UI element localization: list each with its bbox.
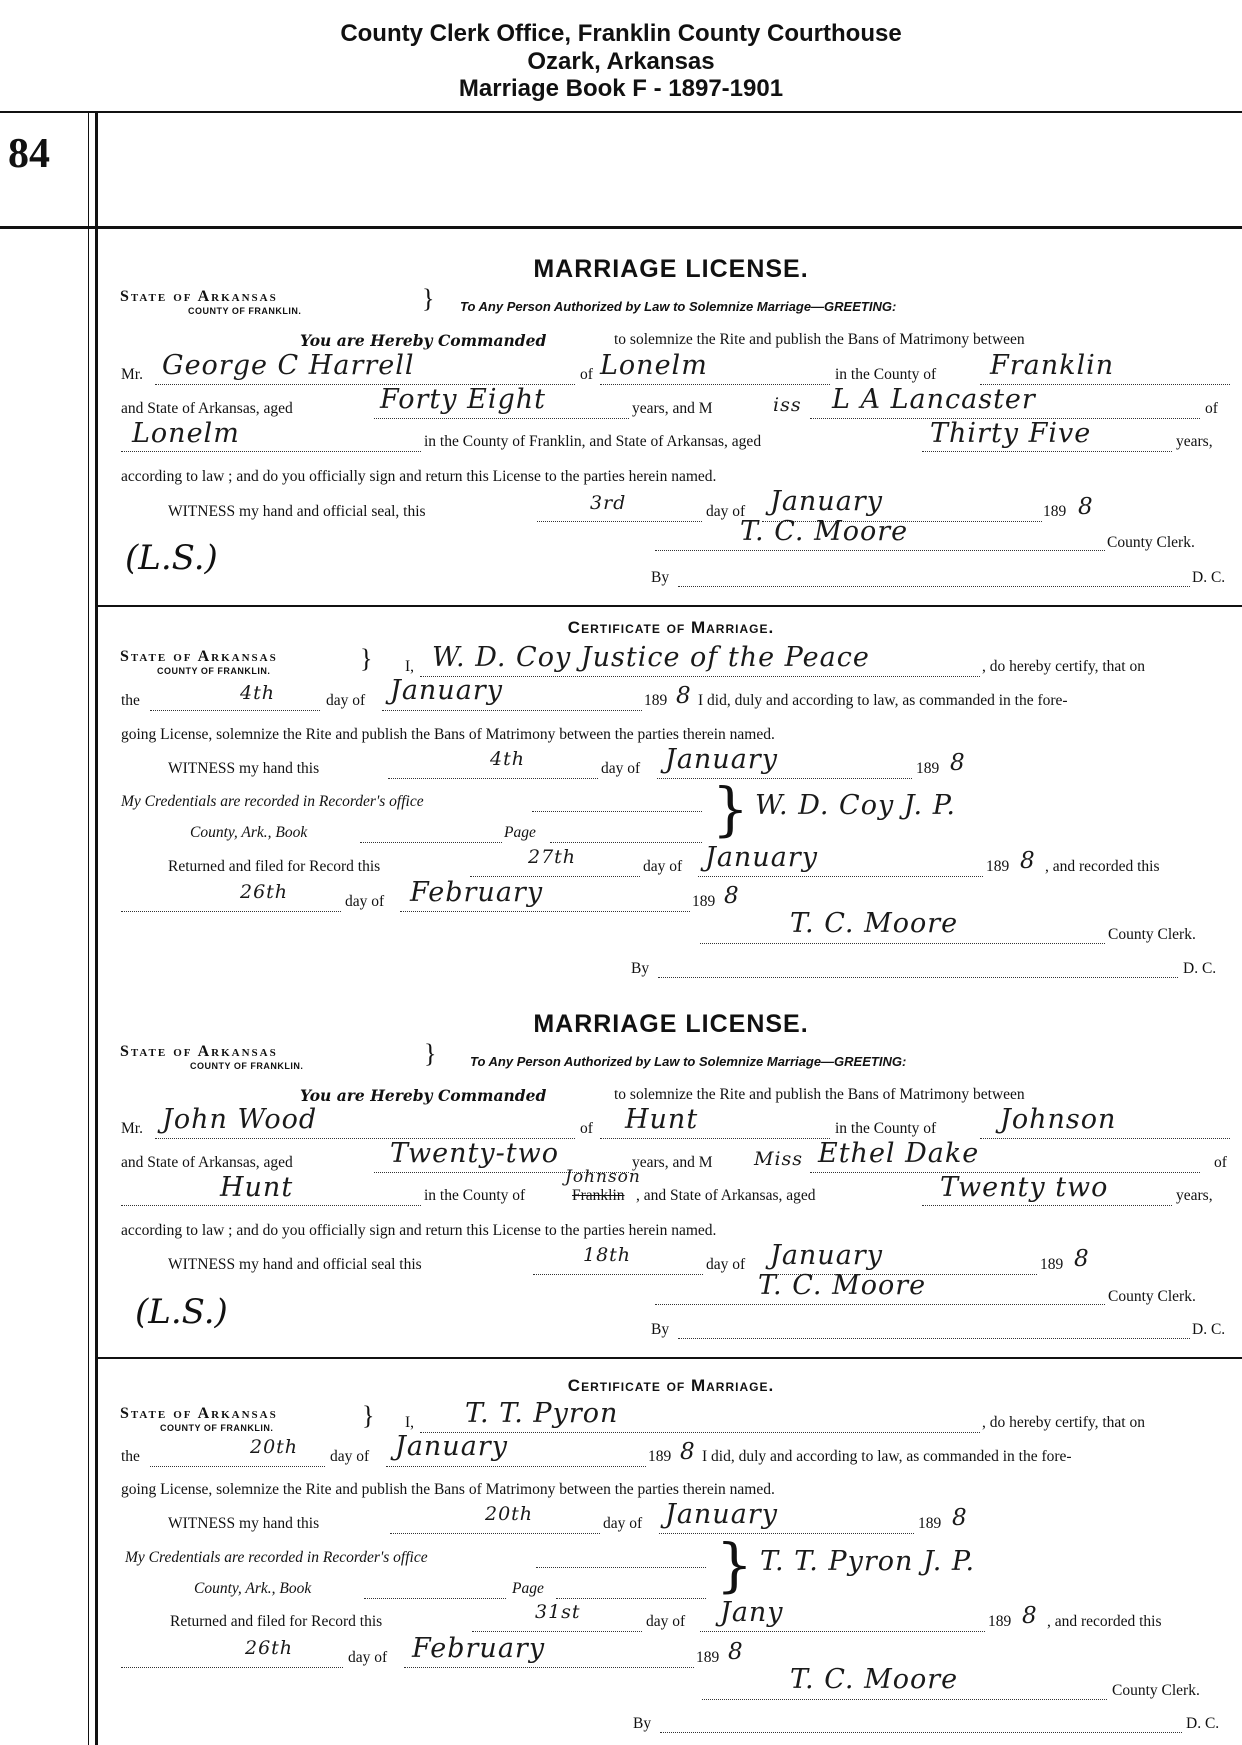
recorded-month: February	[410, 877, 544, 908]
going-text: going License, solemnize the Rite and publish the Bans of Matrimony between the parties therein named.	[121, 726, 775, 743]
rule	[533, 1274, 703, 1275]
rule	[121, 911, 341, 912]
bride-town: Hunt	[220, 1172, 294, 1203]
by-label: By	[651, 569, 670, 586]
commanded-rest: to solemnize the Rite and publish the Bans of Matrimony between	[614, 331, 1025, 348]
witness-year-digit: 8	[950, 750, 966, 776]
state-label: State of Arkansas	[120, 1043, 278, 1060]
rule	[121, 1205, 421, 1206]
marriage-year-digit: 8	[676, 683, 692, 709]
year-prefix: 189	[1043, 503, 1067, 520]
county-correction: Johnson	[565, 1167, 641, 1187]
did-duly-text: I did, duly and according to law, as commanded in the fore-	[698, 692, 1068, 709]
recorded-year-digit: 8	[728, 1639, 744, 1665]
county-of-label: in the County of	[835, 366, 937, 383]
issue-day: 18th	[583, 1244, 632, 1266]
marriage-month: January	[390, 675, 503, 706]
i-label: I,	[405, 658, 415, 675]
rule	[678, 1338, 1190, 1339]
rule	[660, 1732, 1182, 1733]
day-of-label: day of	[603, 1515, 643, 1532]
returned-day: 27th	[528, 846, 577, 868]
credentials-label: My Credentials are recorded in Recorder's office	[121, 793, 424, 810]
rule	[657, 778, 912, 779]
rule	[550, 842, 702, 843]
clerk-signature: T. C. Moore	[740, 516, 909, 547]
page-number: 84	[8, 131, 50, 177]
marriage-year-digit: 8	[680, 1439, 696, 1465]
day-of-label: day of	[646, 1613, 686, 1630]
returned-year-digit: 8	[1020, 848, 1036, 874]
commanded-phrase: You are Hereby Commanded	[300, 1086, 547, 1105]
rule	[655, 550, 1105, 551]
state-aged-label: and State of Arkansas, aged	[121, 400, 293, 417]
brace: }	[362, 1401, 375, 1430]
brace: }	[712, 775, 749, 843]
groom-age: Twenty-two	[390, 1138, 559, 1169]
rule	[150, 1466, 325, 1467]
recorded-month: February	[412, 1633, 546, 1664]
years-and-label: years, and M	[632, 400, 713, 417]
year-prefix: 189	[696, 1649, 720, 1666]
rule	[386, 1466, 646, 1467]
rule	[658, 977, 1178, 978]
county-of-label: in the County of	[835, 1120, 937, 1137]
bride-name: Ethel Dake	[818, 1138, 980, 1169]
state-aged-label: and State of Arkansas, aged	[121, 1154, 293, 1171]
rule	[404, 1667, 694, 1668]
day-of-label: day of	[601, 760, 641, 777]
by-label: By	[651, 1321, 670, 1338]
county-clerk-label: County Clerk.	[1108, 926, 1196, 943]
bride-prefix: Miss	[754, 1148, 804, 1170]
clerk-signature: T. C. Moore	[758, 1270, 927, 1301]
years-and-label: years, and M	[632, 1154, 713, 1171]
brace: }	[360, 644, 373, 673]
rule	[556, 1598, 706, 1599]
county-struck: Franklin	[572, 1187, 625, 1204]
according-text: according to law ; and do you officially sign and return this License to the parties herein named.	[121, 468, 717, 485]
groom-name: George C Harrell	[162, 350, 415, 381]
bride-prefix: iss	[773, 394, 802, 416]
year-prefix: 189	[644, 692, 668, 709]
rule	[678, 586, 1190, 587]
county-clerk-label: County Clerk.	[1108, 1288, 1196, 1305]
groom-county: Johnson	[1000, 1104, 1117, 1135]
day-of-label: day of	[348, 1649, 388, 1666]
by-label: By	[633, 1715, 652, 1732]
margin-rule-thin	[88, 111, 89, 1745]
issue-year-digit: 8	[1074, 1246, 1090, 1272]
returned-month: Jany	[720, 1597, 784, 1628]
dc-label: D. C.	[1192, 1321, 1226, 1338]
rule	[600, 1138, 830, 1139]
county-label: COUNTY OF FRANKLIN.	[157, 666, 271, 676]
rule	[472, 1631, 642, 1632]
state-label: State of Arkansas	[120, 648, 278, 665]
do-certify-label: , do hereby certify, that on	[982, 1414, 1145, 1431]
license-title: MARRIAGE LICENSE.	[533, 1010, 809, 1038]
witness-label: WITNESS my hand and official seal this	[168, 1256, 422, 1273]
marriage-month: January	[395, 1431, 508, 1462]
rule	[702, 1699, 1107, 1700]
section-divider	[98, 1357, 1242, 1359]
state-aged-label: , and State of Arkansas, aged	[636, 1187, 816, 1204]
year-prefix: 189	[648, 1448, 672, 1465]
rule	[922, 1205, 1172, 1206]
brace: }	[716, 1531, 753, 1599]
issue-month: January	[770, 486, 883, 517]
the-label: the	[121, 692, 140, 709]
officiant-signature: W. D. Coy J. P.	[755, 790, 956, 821]
seal-mark: (L.S.)	[135, 1292, 228, 1332]
state-label: State of Arkansas	[120, 288, 278, 305]
witness-label: WITNESS my hand this	[168, 1515, 320, 1532]
issue-day: 3rd	[590, 492, 627, 514]
the-label: the	[121, 1448, 140, 1465]
county-of-label: in the County of	[424, 1187, 526, 1204]
officiant-signature: T. T. Pyron J. P.	[760, 1546, 976, 1577]
recorded-year-digit: 8	[724, 883, 740, 909]
rule	[150, 710, 320, 711]
rule	[532, 811, 702, 812]
dc-label: D. C.	[1183, 960, 1217, 977]
rule	[121, 1667, 343, 1668]
day-of-label: day of	[643, 858, 683, 875]
years-label: years,	[1176, 433, 1213, 450]
according-text: according to law ; and do you officially sign and return this License to the parties herein named.	[121, 1222, 717, 1239]
mr-label: Mr.	[121, 366, 143, 383]
returned-label: Returned and filed for Record this	[168, 858, 381, 875]
county-clerk-label: County Clerk.	[1112, 1682, 1200, 1699]
marriage-day: 20th	[250, 1436, 299, 1458]
recorded-day: 26th	[240, 881, 289, 903]
rule	[698, 876, 983, 877]
recorded-label: , and recorded this	[1047, 1613, 1162, 1630]
by-label: By	[631, 960, 650, 977]
header-location: Ozark, Arkansas	[527, 48, 715, 75]
witness-month: January	[665, 744, 778, 775]
groom-age: Forty Eight	[380, 384, 546, 415]
bride-name: L A Lancaster	[832, 384, 1036, 415]
header-courthouse: County Clerk Office, Franklin County Courthouse	[340, 20, 902, 47]
county-label: COUNTY OF FRANKLIN.	[188, 306, 302, 316]
day-of-label: day of	[345, 893, 385, 910]
bride-town: Lonelm	[132, 418, 240, 449]
returned-year-digit: 8	[1022, 1603, 1038, 1629]
bride-age: Thirty Five	[930, 418, 1092, 449]
rule	[364, 1598, 506, 1599]
day-of-label: day of	[706, 503, 746, 520]
county-franklin-label: in the County of Franklin, and State of Arkansas, aged	[424, 433, 762, 450]
returned-month: January	[705, 842, 818, 873]
certificate-title: Certificate of Marriage.	[567, 1376, 775, 1395]
witness-label: WITNESS my hand and official seal, this	[168, 503, 426, 520]
margin-rule	[95, 111, 98, 1745]
day-of-label: day of	[706, 1256, 746, 1273]
greeting: To Any Person Authorized by Law to Solemnize Marriage—GREETING:	[470, 1054, 907, 1069]
witness-label: WITNESS my hand this	[168, 760, 320, 777]
rule	[374, 418, 629, 419]
rule	[980, 1138, 1230, 1139]
top-rule	[0, 111, 1242, 113]
of-label: of	[580, 366, 593, 383]
day-of-label: day of	[326, 692, 366, 709]
dc-label: D. C.	[1186, 1715, 1220, 1732]
rule	[600, 384, 830, 385]
county-book-label: County, Ark., Book	[194, 1580, 312, 1597]
groom-name: John Wood	[162, 1104, 318, 1135]
year-prefix: 189	[918, 1515, 942, 1532]
license-title: MARRIAGE LICENSE.	[533, 255, 809, 283]
officiant-name: T. T. Pyron	[465, 1398, 619, 1429]
year-prefix: 189	[692, 893, 716, 910]
rule	[360, 842, 502, 843]
rule	[659, 1533, 914, 1534]
brace: }	[422, 284, 435, 313]
marriage-day: 4th	[240, 682, 275, 704]
seal-mark: (L.S.)	[125, 538, 218, 578]
state-label: State of Arkansas	[120, 1405, 278, 1422]
rule	[655, 1304, 1105, 1305]
issue-year-digit: 8	[1078, 494, 1094, 520]
going-text: going License, solemnize the Rite and publish the Bans of Matrimony between the parties therein named.	[121, 1481, 775, 1498]
year-prefix: 189	[916, 760, 940, 777]
county-label: COUNTY OF FRANKLIN.	[160, 1423, 274, 1433]
rule	[700, 943, 1105, 944]
certificate-title: Certificate of Marriage.	[567, 618, 775, 637]
rule	[400, 911, 690, 912]
of-label: of	[1214, 1154, 1227, 1171]
rule	[922, 451, 1172, 452]
rule	[382, 710, 642, 711]
brace: }	[424, 1039, 437, 1068]
witness-year-digit: 8	[952, 1505, 968, 1531]
commanded-rest: to solemnize the Rite and publish the Bans of Matrimony between	[614, 1086, 1025, 1103]
i-label: I,	[405, 1414, 415, 1431]
rule	[388, 778, 598, 779]
ledger-rule	[0, 226, 1242, 229]
groom-town: Lonelm	[600, 350, 708, 381]
rule	[537, 521, 702, 522]
county-book-label: County, Ark., Book	[190, 824, 308, 841]
witness-month: January	[665, 1499, 778, 1530]
day-of-label: day of	[330, 1448, 370, 1465]
rule	[121, 451, 421, 452]
clerk-signature: T. C. Moore	[790, 1664, 959, 1695]
rule	[420, 676, 980, 677]
rule	[700, 1631, 985, 1632]
issue-month: January	[770, 1240, 883, 1271]
officiant-name: W. D. Coy Justice of the Peace	[432, 642, 870, 673]
groom-county: Franklin	[990, 350, 1115, 381]
greeting: To Any Person Authorized by Law to Solemnize Marriage—GREETING:	[460, 299, 897, 314]
page-label: Page	[512, 1580, 544, 1597]
of-label: of	[1205, 400, 1218, 417]
recorded-label: , and recorded this	[1045, 858, 1160, 875]
groom-town: Hunt	[625, 1104, 699, 1135]
returned-label: Returned and filed for Record this	[170, 1613, 383, 1630]
year-prefix: 189	[1040, 1256, 1064, 1273]
witness-day: 20th	[485, 1503, 534, 1525]
rule	[390, 1533, 600, 1534]
mr-label: Mr.	[121, 1120, 143, 1137]
witness-day: 4th	[490, 748, 525, 770]
year-prefix: 189	[986, 858, 1010, 875]
recorded-day: 26th	[245, 1637, 294, 1659]
bride-age: Twenty two	[940, 1172, 1109, 1203]
section-divider	[98, 605, 1242, 607]
returned-day: 31st	[535, 1601, 581, 1623]
clerk-signature: T. C. Moore	[790, 908, 959, 939]
county-clerk-label: County Clerk.	[1107, 534, 1195, 551]
years-label: years,	[1176, 1187, 1213, 1204]
do-certify-label: , do hereby certify, that on	[982, 658, 1145, 675]
year-prefix: 189	[988, 1613, 1012, 1630]
of-label: of	[580, 1120, 593, 1137]
commanded-phrase: You are Hereby Commanded	[300, 331, 547, 350]
rule	[536, 1567, 706, 1568]
page-label: Page	[504, 824, 536, 841]
did-duly-text: I did, duly and according to law, as commanded in the fore-	[702, 1448, 1072, 1465]
dc-label: D. C.	[1192, 569, 1226, 586]
credentials-label: My Credentials are recorded in Recorder's office	[125, 1549, 428, 1566]
county-label: COUNTY OF FRANKLIN.	[190, 1061, 304, 1071]
header-book: Marriage Book F - 1897-1901	[458, 75, 784, 102]
